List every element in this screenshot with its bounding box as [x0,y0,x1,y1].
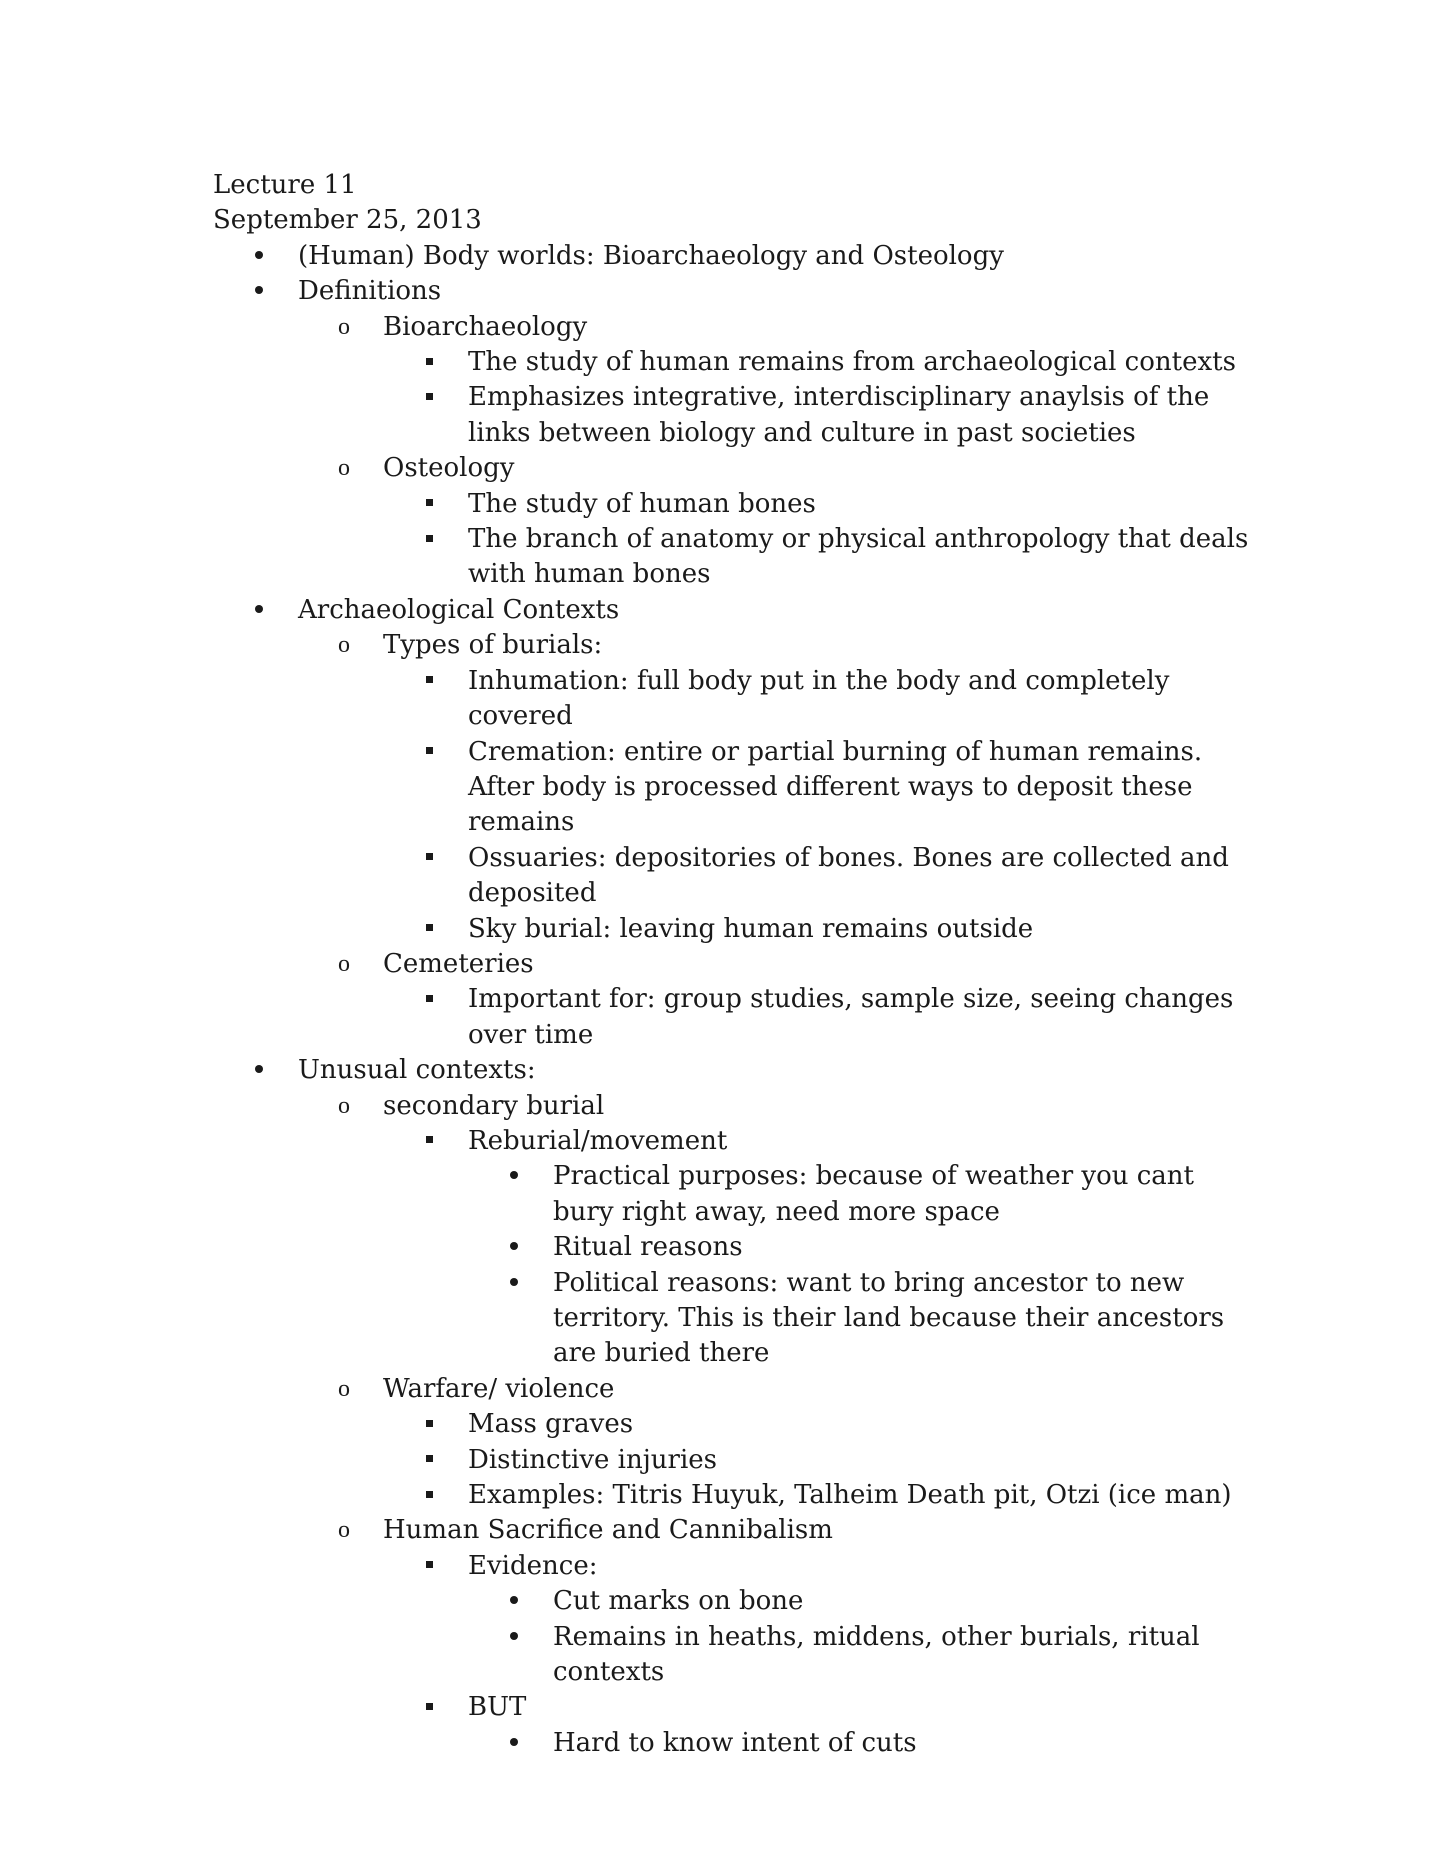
outline-item-text: Archaeological Contexts [298,594,620,625]
outline-item-text: Remains in heaths, middens, other burials, ritual contexts [553,1621,1200,1688]
bullet-marker [504,1266,524,1301]
bullet-marker [419,487,439,522]
outline-item-level-2 [213,1372,1253,1407]
document-body [213,168,1253,1761]
outline-item-text: Types of burials: [383,630,603,661]
outline-item-level-2 [213,310,1253,345]
bullet-marker: o [338,950,350,977]
bullet-marker [419,1443,439,1478]
outline-item-text: Sky burial: leaving human remains outside [468,913,1034,944]
outline-item-level-4 [213,1584,1253,1619]
bullet-marker [419,982,439,1017]
outline-item-level-4 [213,1266,1253,1372]
outline-item-text: Examples: Titris Huyuk, Talheim Death pit, Otzi (ice man) [468,1480,1232,1511]
outline-item-text: Mass graves [468,1409,634,1440]
bullet-marker [249,593,269,628]
bullet-marker [249,1053,269,1088]
bullet-marker [419,380,439,415]
outline-item-text: Osteology [383,453,515,484]
bullet-marker [419,1407,439,1442]
outline-item-text: Political reasons: want to bring ancestor to new territory. This is their land because their ancestors are buried there [553,1267,1225,1369]
lecture-title: Lecture 11 [213,170,357,200]
outline-item-level-3 [213,1690,1253,1725]
bullet-marker: o [338,313,350,340]
outline-item-level-1 [213,274,1253,309]
bullet-marker [249,274,269,309]
outline-item-text: The branch of anatomy or physical anthropology that deals with human bones [468,524,1249,590]
bullet-marker: o [338,632,350,659]
outline-item-text: Practical purposes: because of weather you cant bury right away, need more space [553,1161,1194,1227]
outline-item-level-1 [213,1053,1253,1088]
outline-item-text: (Human) Body worlds: Bioarchaeology and Osteology [298,240,1004,271]
outline-item-text: Bioarchaeology [383,311,588,342]
outline-item-text: Important for: group studies, sample size, seeing changes over time [468,984,1234,1050]
bullet-marker [419,664,439,699]
bullet-marker [419,1124,439,1159]
outline-item-text: Cut marks on bone [553,1586,804,1617]
lecture-outline [213,239,1253,1761]
outline-item-text: The study of human remains from archaeological contexts [468,347,1236,378]
bullet-marker [419,1690,439,1725]
outline-item-text: Inhumation: full body put in the body and completely covered [468,665,1170,732]
outline-item-text: Emphasizes integrative, interdisciplinary anaylsis of the links between biology and culture in past societies [468,382,1210,448]
outline-item-level-3 [213,487,1253,522]
bullet-marker [504,1159,524,1194]
outline-item-level-1 [213,239,1253,274]
outline-item-level-3 [213,1443,1253,1478]
outline-item-text: Hard to know intent of cuts [553,1727,917,1758]
outline-item-text: Unusual contexts: [298,1055,536,1086]
bullet-marker [419,735,439,770]
outline-item-text: Warfare/ violence [383,1373,615,1404]
bullet-marker: o [338,1375,350,1402]
outline-item-level-3 [213,1478,1253,1513]
outline-item-text: Ritual reasons [553,1232,743,1263]
outline-item-text: Cemeteries [383,948,534,979]
bullet-marker [419,1549,439,1584]
outline-item-level-3 [213,380,1253,451]
bullet-marker [419,841,439,876]
outline-item-level-3 [213,982,1253,1053]
outline-item-level-3 [213,735,1253,841]
bullet-marker [504,1620,524,1655]
outline-item-text: Evidence: [468,1550,598,1581]
outline-item-level-2 [213,451,1253,486]
outline-item-level-2 [213,1089,1253,1124]
outline-item-text: Cremation: entire or partial burning of human remains. After body is processed different ways to deposit these remains [468,736,1203,838]
outline-item-text: BUT [468,1692,527,1723]
outline-item-level-3 [213,345,1253,380]
outline-item-text: Reburial/movement [468,1125,728,1156]
bullet-marker [419,1478,439,1513]
outline-item-level-3 [213,664,1253,735]
outline-item-level-2 [213,628,1253,663]
bullet-marker [249,239,269,274]
lecture-date: September 25, 2013 [213,205,482,236]
bullet-marker [419,912,439,947]
bullet-marker [504,1584,524,1619]
outline-item-level-4 [213,1159,1253,1230]
outline-item-text: secondary burial [383,1090,605,1121]
outline-item-text: Ossuaries: depositories of bones. Bones are collected and deposited [468,842,1229,909]
bullet-marker [419,345,439,380]
outline-item-text: Definitions [298,276,442,307]
outline-item-level-3 [213,841,1253,912]
outline-item-level-3 [213,522,1253,593]
outline-item-text: The study of human bones [468,488,816,519]
outline-item-text: Human Sacrifice and Cannibalism [383,1515,833,1546]
outline-item-level-2 [213,947,1253,982]
outline-item-level-2 [213,1513,1253,1548]
outline-item-text: Distinctive injuries [468,1444,718,1475]
bullet-marker: o [338,1517,350,1544]
outline-item-level-4 [213,1230,1253,1265]
outline-item-level-1 [213,593,1253,628]
bullet-marker: o [338,455,350,482]
outline-item-level-3 [213,912,1253,947]
bullet-marker [504,1230,524,1265]
outline-item-level-4 [213,1620,1253,1691]
outline-item-level-3 [213,1124,1253,1159]
bullet-marker [504,1726,524,1761]
bullet-marker [419,522,439,557]
outline-item-level-3 [213,1549,1253,1584]
outline-item-level-3 [213,1407,1253,1442]
outline-item-level-4 [213,1726,1253,1761]
bullet-marker: o [338,1092,350,1119]
